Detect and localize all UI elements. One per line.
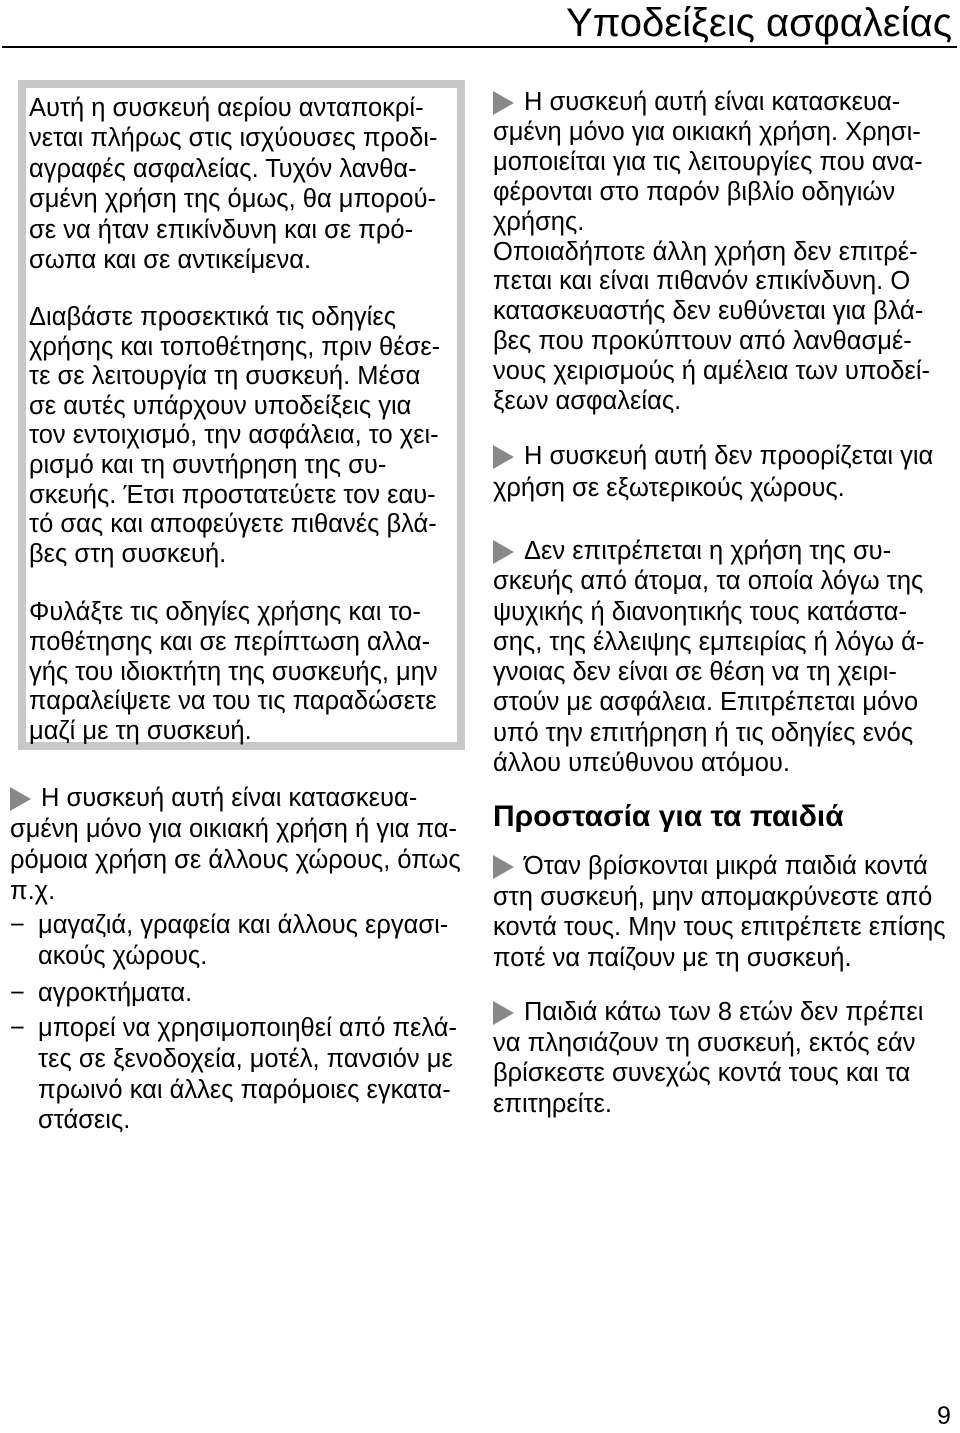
- text-line: στούν με ασφάλεια. Επιτρέπεται μόνο: [493, 688, 919, 717]
- play-triangle-icon: [493, 855, 514, 879]
- text-line: ρισμό και τη συντήρηση της συ-: [29, 450, 387, 479]
- text-line: σμένη μόνο για οικιακή χρήση. Χρησι-: [493, 117, 921, 146]
- text-line: γής του ιδιοκτήτη της συσκευής, μην: [29, 657, 438, 686]
- text-line: κατασκευαστής δεν ευθύνεται για βλά-: [493, 297, 924, 326]
- paragraph: [29, 598, 438, 747]
- bullet-paragraph: [493, 997, 923, 1120]
- text-line: σμένη χρήση της όμως, θα μπορού-: [29, 185, 437, 214]
- play-triangle-icon: [493, 445, 514, 469]
- text-line: στη συσκευή, μην απομακρύνεστε από: [493, 882, 933, 911]
- text-line-content: Δεν επιτρέπεται η χρήση της συ-: [524, 537, 892, 565]
- text-line: βες που προκύπτουν από λανθασμέ-: [493, 327, 912, 356]
- text-line: σε να ήταν επικίνδυνη και σε πρό-: [29, 215, 414, 244]
- bullet-paragraph: [10, 783, 461, 907]
- dash-marker: −: [10, 1014, 25, 1042]
- bullet-paragraph: [493, 88, 930, 417]
- text-line: νεται πλήρως στις ισχύουσες προδι-: [29, 124, 438, 153]
- text-line: Οποιαδήποτε άλλη χρήση δεν επιτρέ-: [493, 237, 918, 266]
- text-line: [493, 997, 923, 1028]
- text-line: [493, 851, 946, 882]
- text-line-content: μπορεί να χρησιμοποιηθεί από πελά-: [38, 1014, 458, 1042]
- text-line: ποθέτησης και σε περίπτωση αλλα-: [29, 627, 431, 656]
- text-line: βες στη συσκευή.: [29, 539, 227, 568]
- text-line: σωπα και σε αντικείμενα.: [29, 246, 312, 275]
- play-triangle-icon: [10, 787, 31, 811]
- text-line: χρήση σε εξωτερικούς χώρους.: [493, 474, 845, 502]
- paragraph: [29, 93, 437, 275]
- text-line: [493, 88, 930, 118]
- text-line: επιτηρείτε.: [493, 1090, 612, 1119]
- notice-box: [18, 80, 465, 750]
- text-line: Αυτή η συσκευή αερίου ανταποκρί-: [29, 94, 424, 122]
- text-line: [10, 978, 192, 1009]
- bullet-paragraph: [493, 851, 946, 974]
- text-line-content: Η συσκευή αυτή είναι κατασκευα-: [41, 784, 418, 812]
- text-line: μοποιείται για τις λειτουργίες που ανα-: [493, 147, 923, 176]
- paragraph: [29, 303, 440, 569]
- text-line: τον εντοιχισμό, την ασφάλεια, το χει-: [29, 421, 439, 450]
- text-line: βρίσκεστε συνεχώς κοντά τους και τα: [493, 1059, 911, 1088]
- text-line: Φυλάξτε τις οδηγίες χρήσης και το-: [29, 598, 421, 626]
- text-line: σκευής. Έτσι προστατεύετε τον εαυ-: [29, 480, 436, 509]
- text-line: φέρονται στο παρόν βιβλίο οδηγιών: [493, 177, 896, 206]
- text-line-content: Η συσκευή αυτή είναι κατασκευα-: [524, 88, 901, 116]
- text-line: κοντά τους. Μην τους επιτρέπετε επίσης: [493, 913, 946, 942]
- text-line: ποτέ να παίζουν με τη συσκευή.: [493, 944, 852, 973]
- text-line: ρόμοια χρήση σε άλλους χώρους, όπως: [10, 846, 461, 874]
- page-title: Υποδείξεις ασφαλείας: [566, 1, 952, 45]
- text-line: παραλείψετε να του τις παραδώσετε: [29, 687, 437, 716]
- text-line: χρήσης και τοποθέτησης, πριν θέσε-: [29, 332, 441, 361]
- text-line: [10, 1013, 457, 1044]
- text-line-content: αγροκτήματα.: [38, 979, 193, 1007]
- page-number: 9: [937, 1402, 951, 1430]
- text-line: [493, 536, 924, 566]
- text-line: μαζί με τη συσκευή.: [29, 717, 252, 745]
- text-line: σμένη μόνο για οικιακή χρήση ή για πα-: [10, 815, 458, 843]
- play-triangle-icon: [493, 1001, 514, 1025]
- text-line: ψυχικής ή διανοητικής τους κατάστα-: [493, 597, 908, 626]
- bullet-paragraph: [493, 536, 924, 778]
- header-rule: [2, 46, 957, 48]
- text-line: τε σε λειτουργία τη συσκευή. Μέσα: [29, 362, 421, 391]
- section-heading: Προστασία για τα παιδιά: [493, 800, 844, 833]
- text-line: Διαβάστε προσεκτικά τις οδηγίες: [29, 303, 396, 331]
- text-line: γνοιας δεν είναι σε θέση να τη χειρι-: [493, 658, 897, 687]
- text-line: αγραφές ασφαλείας. Τυχόν λανθα-: [29, 154, 417, 183]
- text-line: σε αυτές υπάρχουν υποδείξεις για: [29, 391, 412, 420]
- text-line: [10, 910, 448, 941]
- text-line: νους χειρισμούς ή αμέλεια των υποδεί-: [493, 357, 930, 386]
- dash-marker: −: [10, 979, 25, 1007]
- text-line-content: Παιδιά κάτω των 8 ετών δεν πρέπει: [524, 998, 924, 1026]
- text-line: σης, της έλλειψης εμπειρίας ή λόγω ά-: [493, 627, 925, 656]
- text-line-content: Όταν βρίσκονται μικρά παιδιά κοντά: [524, 852, 928, 880]
- text-line: τες σε ξενοδοχεία, μοτέλ, πανσιόν με: [38, 1044, 453, 1073]
- text-line: πρωινό και άλλες παρόμοιες εγκατα-: [38, 1075, 451, 1104]
- text-line-content: μαγαζιά, γραφεία και άλλους εργασι-: [38, 911, 449, 939]
- bullet-paragraph: [493, 440, 933, 504]
- text-line: σκευής από άτομα, τα οποία λόγω της: [493, 567, 924, 596]
- text-line: να πλησιάζουν τη συσκευή, εκτός εάν: [493, 1028, 916, 1057]
- play-triangle-icon: [493, 540, 514, 564]
- list-item: [10, 910, 448, 972]
- list-item: [10, 1013, 457, 1136]
- text-line: άλλου υπεύθυνου ατόμου.: [493, 749, 790, 778]
- text-line: π.χ.: [10, 877, 56, 905]
- text-line: χρήσης.: [493, 207, 585, 236]
- text-line: ξεων ασφαλείας.: [493, 387, 682, 416]
- text-line: [10, 783, 461, 814]
- text-line: πεται και είναι πιθανόν επικίνδυνη. Ο: [493, 267, 911, 296]
- play-triangle-icon: [493, 91, 514, 115]
- text-line: υπό την επιτήρηση ή τις οδηγίες ενός: [493, 718, 914, 747]
- text-line: τό σας και αποφεύγετε πιθανές βλά-: [29, 510, 437, 539]
- dash-marker: −: [10, 911, 25, 939]
- list-item: [10, 978, 192, 1009]
- text-line: ακούς χώρους.: [38, 942, 208, 970]
- text-line: [493, 440, 933, 472]
- text-line-content: Η συσκευή αυτή δεν προορίζεται για: [524, 442, 934, 470]
- text-line: στάσεις.: [38, 1106, 131, 1135]
